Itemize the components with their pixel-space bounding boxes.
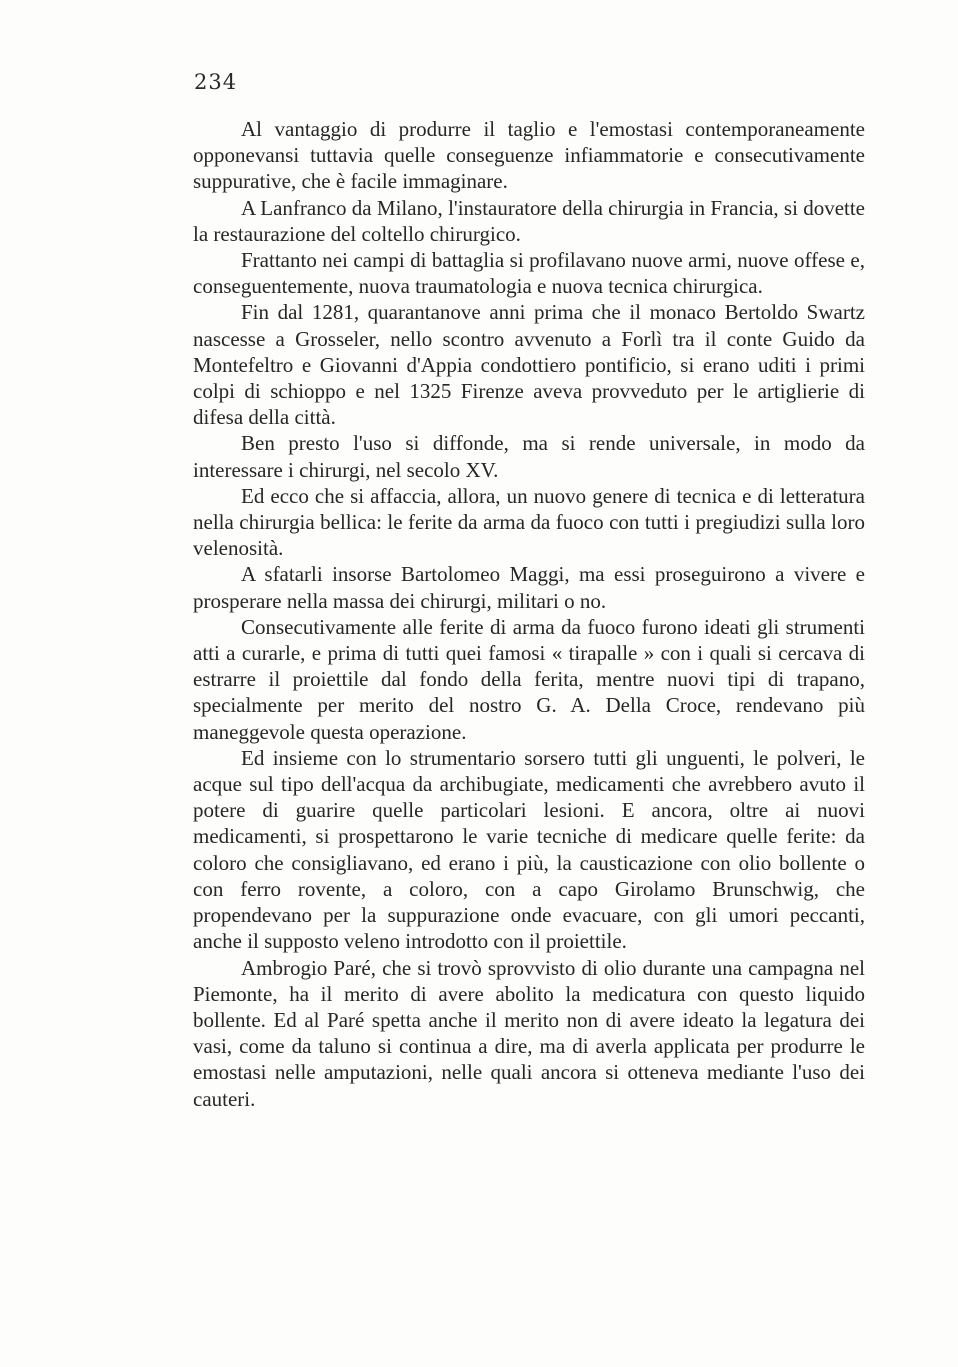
paragraph: Fin dal 1281, quarantanove anni prima che il monaco Bertoldo Swartz nascesse a Grosseler, nello scontro avvenuto a Forlì tra il conte Guido da Montefeltro e Giovanni d'Appia condottiero pontificio, si erano uditi i primi colpi di schioppo e nel 1325 Firenze aveva provveduto per le artiglierie di difesa della città.: [193, 300, 865, 430]
paragraph: Ed insieme con lo strumentario sorsero tutti gli unguenti, le polveri, le acque sul tipo dell'acqua da archibugiate, medicamenti che avrebbero avuto il potere di guarire quelle particolari lesioni. E ancora, oltre ai nuovi medicamenti, si prospettarono le varie tecniche di medicare quelle ferite: da coloro che consigliavano, ed erano i più, la causticazione con olio bollente o con ferro rovente, a coloro, con a capo Girolamo Brunschwig, che propendevano per la suppurazione onde evacuare, con gli umori peccanti, anche il supposto veleno introdotto con il proiettile.: [193, 745, 865, 954]
paragraph: Ben presto l'uso si diffonde, ma si rende universale, in modo da interessare i chirurgi, nel secolo XV.: [193, 431, 865, 482]
page-number: 234: [194, 70, 238, 94]
paragraph: Consecutivamente alle ferite di arma da fuoco furono ideati gli strumenti atti a curarle, e prima di tutti quei famosi « tirapalle » con i quali si cercava di estrarre il proiettile dal fondo della ferita, mentre nuovi tipi di trapano, specialmente per merito del nostro G. A. Della Croce, rendevano più maneggevole questa operazione.: [193, 614, 865, 744]
paragraph: Al vantaggio di produrre il taglio e l'emostasi contemporaneamente opponevansi tuttavia quelle conseguenze infiammatorie e consecutivamente suppurative, che è facile immaginare.: [193, 117, 865, 194]
body-text: [193, 116, 865, 1112]
paragraph: A sfatarli insorse Bartolomeo Maggi, ma essi proseguirono a vivere e prosperare nella massa dei chirurgi, militari o no.: [193, 562, 865, 613]
paragraph: Ambrogio Paré, che si trovò sprovvisto di olio durante una campagna nel Piemonte, ha il merito di avere abolito la medicatura con questo liquido bollente. Ed al Paré spetta anche il merito non di avere ideato la legatura dei vasi, come da taluno si continua a dire, ma di averla applicata per produrre le emostasi nelle amputazioni, nelle quali ancora si otteneva mediante l'uso dei cauteri.: [193, 955, 865, 1111]
paragraph: A Lanfranco da Milano, l'instauratore della chirurgia in Francia, si dovette la restaurazione del coltello chirurgico.: [193, 195, 865, 246]
paragraph: Frattanto nei campi di battaglia si profilavano nuove armi, nuove offese e, conseguentemente, nuova traumatologia e nuova tecnica chirurgica.: [193, 248, 865, 299]
paragraph: Ed ecco che si affaccia, allora, un nuovo genere di tecnica e di letteratura nella chirurgia bellica: le ferite da arma da fuoco con tutti i pregiudizi sulla loro velenosità.: [193, 483, 865, 561]
